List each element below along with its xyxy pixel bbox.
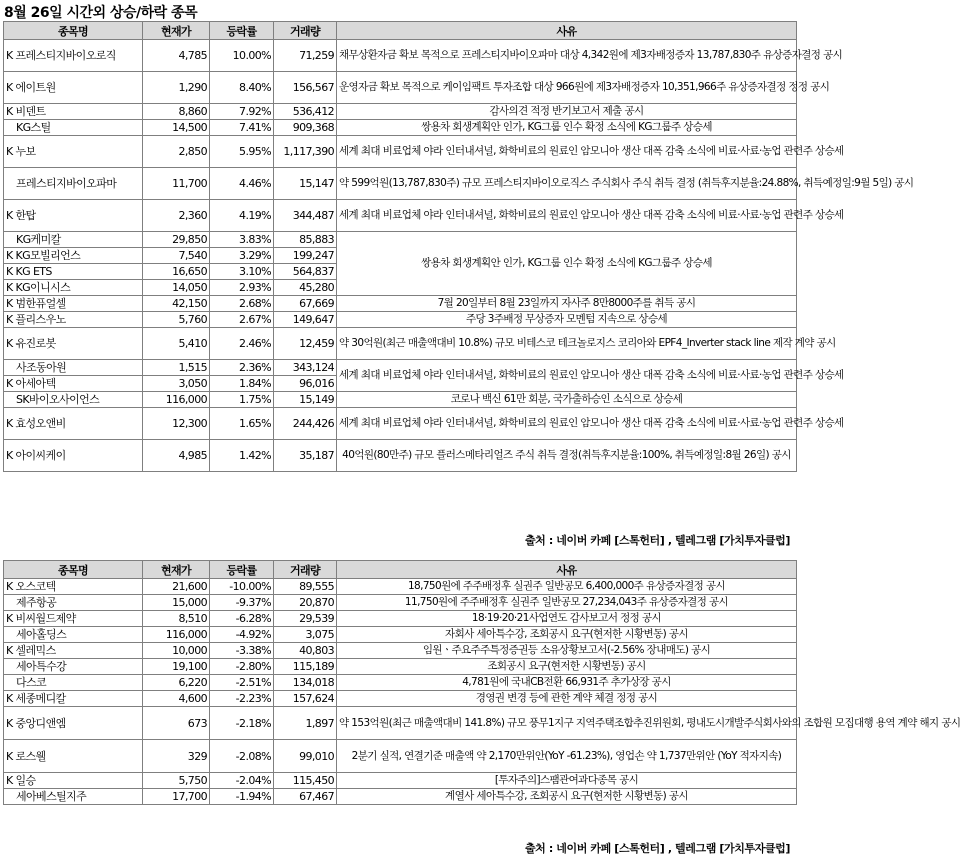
table-row: [4, 691, 797, 707]
price-cell: 4,785: [143, 40, 210, 72]
price-cell: 11,700: [143, 168, 210, 200]
stock-name-cell: 세아베스틸지주: [4, 789, 143, 805]
stock-name-cell: K 비씨월드제약: [4, 611, 143, 627]
table-row: [4, 168, 797, 200]
rate-cell: 2.46%: [210, 328, 274, 360]
reason-cell: 세계 최대 비료업체 야라 인터내셔널, 화학비료의 원료인 암모니아 생산 대폭 감축 소식에 비료·사료·농업 관련주 상승세: [337, 136, 797, 168]
reason-cell: 자회사 세아특수강, 조회공시 요구(현저한 시황변동) 공시: [337, 627, 797, 643]
reason-cell: 세계 최대 비료업체 야라 인터내셔널, 화학비료의 원료인 암모니아 생산 대폭 감축 소식에 비료·사료·농업 관련주 상승세: [337, 408, 797, 440]
volume-cell: 115,189: [274, 659, 337, 675]
volume-cell: 99,010: [274, 740, 337, 773]
table-row: [4, 408, 797, 440]
rate-cell: 8.40%: [210, 72, 274, 104]
table-row: [4, 328, 797, 360]
rate-cell: 7.92%: [210, 104, 274, 120]
price-cell: 6,220: [143, 675, 210, 691]
rate-cell: -6.28%: [210, 611, 274, 627]
volume-cell: 67,669: [274, 296, 337, 312]
table-row: [4, 643, 797, 659]
price-cell: 3,050: [143, 376, 210, 392]
losers-table: [3, 560, 960, 805]
volume-cell: 40,803: [274, 643, 337, 659]
table-row: [4, 611, 797, 627]
page-title: 8월 26일 시간외 상승/하락 종목: [4, 5, 198, 21]
table-row: [4, 789, 797, 805]
volume-cell: 343,124: [274, 360, 337, 376]
stock-name-cell: K 비덴트: [4, 104, 143, 120]
stock-name-cell: K 효성오앤비: [4, 408, 143, 440]
rate-cell: 1.65%: [210, 408, 274, 440]
col-header-price: 현재가: [143, 561, 210, 579]
reason-cell: 약 153억원(최근 매출액대비 141.8%) 규모 풍무1지구 지역주택조합추진위원회, 평내도시개발주식회사와의 조합원 모집대행 용역 계약 해지 공시: [337, 707, 797, 740]
price-cell: 10,000: [143, 643, 210, 659]
stock-name-cell: K 아이씨케이: [4, 440, 143, 472]
reason-cell: 쌍용차 회생계획안 인가, KG그룹 인수 확정 소식에 KG그룹주 상승세: [337, 232, 797, 296]
stock-name-cell: K 범한퓨얼셀: [4, 296, 143, 312]
reason-cell: 세계 최대 비료업체 야라 인터내셔널, 화학비료의 원료인 암모니아 생산 대폭 감축 소식에 비료·사료·농업 관련주 상승세: [337, 360, 797, 392]
volume-cell: 909,368: [274, 120, 337, 136]
reason-cell: 코로나 백신 61만 회분, 국가출하승인 소식으로 상승세: [337, 392, 797, 408]
stock-name-cell: 다스코: [4, 675, 143, 691]
reason-cell: 18·19·20·21사업연도 감사보고서 정정 공시: [337, 611, 797, 627]
stock-name-cell: K 누보: [4, 136, 143, 168]
reason-cell: 4,781원에 국내CB전환 66,931주 추가상장 공시: [337, 675, 797, 691]
gainers-table: [3, 21, 914, 472]
table-row: [4, 392, 797, 408]
price-cell: 673: [143, 707, 210, 740]
price-cell: 19,100: [143, 659, 210, 675]
rate-cell: -2.51%: [210, 675, 274, 691]
table-row: [4, 136, 797, 168]
rate-cell: -1.94%: [210, 789, 274, 805]
volume-cell: 536,412: [274, 104, 337, 120]
rate-cell: 10.00%: [210, 40, 274, 72]
price-cell: 1,515: [143, 360, 210, 376]
volume-cell: 67,467: [274, 789, 337, 805]
volume-cell: 45,280: [274, 280, 337, 296]
volume-cell: 3,075: [274, 627, 337, 643]
rate-cell: 2.36%: [210, 360, 274, 376]
reason-cell: [투자주의]스팸관여과다종목 공시: [337, 773, 797, 789]
volume-cell: 199,247: [274, 248, 337, 264]
reason-cell: 임원ㆍ주요주주특정증권등 소유상황보고서(-2.56% 장내매도) 공시: [337, 643, 797, 659]
reason-cell: 감사의견 적정 반기보고서 제출 공시: [337, 104, 797, 120]
volume-cell: 96,016: [274, 376, 337, 392]
price-cell: 116,000: [143, 392, 210, 408]
rate-cell: 4.19%: [210, 200, 274, 232]
volume-cell: 15,147: [274, 168, 337, 200]
volume-cell: 244,426: [274, 408, 337, 440]
price-cell: 4,600: [143, 691, 210, 707]
volume-cell: 156,567: [274, 72, 337, 104]
table-row: [4, 627, 797, 643]
volume-cell: 35,187: [274, 440, 337, 472]
stock-name-cell: 제주항공: [4, 595, 143, 611]
volume-cell: 20,870: [274, 595, 337, 611]
stock-name-cell: K 오스코텍: [4, 579, 143, 595]
table-row: [4, 579, 797, 595]
volume-cell: 157,624: [274, 691, 337, 707]
rate-cell: -2.08%: [210, 740, 274, 773]
stock-name-cell: K 로스웰: [4, 740, 143, 773]
stock-name-cell: K 세종메디칼: [4, 691, 143, 707]
rate-cell: 1.75%: [210, 392, 274, 408]
rate-cell: -2.23%: [210, 691, 274, 707]
rate-cell: 3.10%: [210, 264, 274, 280]
reason-cell: 세계 최대 비료업체 야라 인터내셔널, 화학비료의 원료인 암모니아 생산 대폭 감축 소식에 비료·사료·농업 관련주 상승세: [337, 200, 797, 232]
stock-name-cell: K 프레스티지바이오로직: [4, 40, 143, 72]
table-row: [4, 360, 797, 376]
rate-cell: 1.42%: [210, 440, 274, 472]
price-cell: 5,750: [143, 773, 210, 789]
table-row: [4, 200, 797, 232]
table-row: [4, 740, 797, 773]
price-cell: 4,985: [143, 440, 210, 472]
table-row: [4, 232, 797, 248]
table-row: [4, 104, 797, 120]
table-row: [4, 72, 797, 104]
price-cell: 21,600: [143, 579, 210, 595]
stock-name-cell: K 셀레믹스: [4, 643, 143, 659]
stock-name-cell: K 플리스우노: [4, 312, 143, 328]
price-cell: 42,150: [143, 296, 210, 312]
reason-cell: 7월 20일부터 8월 23일까지 자사주 8만8000주를 취득 공시: [337, 296, 797, 312]
price-cell: 16,650: [143, 264, 210, 280]
volume-cell: 89,555: [274, 579, 337, 595]
col-header-rate: 등락률: [210, 22, 274, 40]
table-row: [4, 120, 797, 136]
rate-cell: 3.29%: [210, 248, 274, 264]
reason-cell: 주당 3주배정 무상증자 모멘텀 지속으로 상승세: [337, 312, 797, 328]
rate-cell: 7.41%: [210, 120, 274, 136]
volume-cell: 344,487: [274, 200, 337, 232]
stock-name-cell: KG스틸: [4, 120, 143, 136]
table-row: [4, 659, 797, 675]
stock-name-cell: K 유진로봇: [4, 328, 143, 360]
rate-cell: -10.00%: [210, 579, 274, 595]
volume-cell: 564,837: [274, 264, 337, 280]
volume-cell: 149,647: [274, 312, 337, 328]
volume-cell: 12,459: [274, 328, 337, 360]
rate-cell: 3.83%: [210, 232, 274, 248]
rate-cell: 4.46%: [210, 168, 274, 200]
price-cell: 8,860: [143, 104, 210, 120]
rate-cell: -9.37%: [210, 595, 274, 611]
stock-name-cell: KG케미칼: [4, 232, 143, 248]
volume-cell: 85,883: [274, 232, 337, 248]
source-note: 출처 : 네이버 카페 [스톡헌터] , 텔레그램 [가치투자클럽]: [524, 842, 790, 855]
table-row: [4, 296, 797, 312]
stock-name-cell: 세아홀딩스: [4, 627, 143, 643]
reason-cell: 2분기 실적, 연결기준 매출액 약 2,170만위안(YoY -61.23%), 영업손 약 1,737만위안 (YoY 적자지속): [337, 740, 797, 773]
stock-name-cell: K 아세아텍: [4, 376, 143, 392]
col-header-price: 현재가: [143, 22, 210, 40]
table-row: [4, 675, 797, 691]
price-cell: 2,850: [143, 136, 210, 168]
reason-cell: 조회공시 요구(현저한 시황변동) 공시: [337, 659, 797, 675]
reason-cell: 운영자금 확보 목적으로 케이임팩트 투자조합 대상 966원에 제3자배정증자 10,351,966주 유상증자결정 정정 공시: [337, 72, 797, 104]
table-row: [4, 40, 797, 72]
table-row: [4, 595, 797, 611]
stock-name-cell: K KG이니시스: [4, 280, 143, 296]
rate-cell: -2.80%: [210, 659, 274, 675]
col-header-rate: 등락률: [210, 561, 274, 579]
stock-name-cell: K 에이트원: [4, 72, 143, 104]
price-cell: 29,850: [143, 232, 210, 248]
price-cell: 7,540: [143, 248, 210, 264]
volume-cell: 134,018: [274, 675, 337, 691]
volume-cell: 1,897: [274, 707, 337, 740]
reason-cell: 경영권 변경 등에 관한 계약 체결 정정 공시: [337, 691, 797, 707]
volume-cell: 115,450: [274, 773, 337, 789]
table-row: [4, 707, 797, 740]
losers-header-row: [4, 561, 797, 579]
reason-cell: 약 599억원(13,787,830주) 규모 프레스티지바이오로직스 주식회사 주식 취득 결정 (취득후지분율:24.88%, 취득예정일:9월 5일) 공시: [337, 168, 797, 200]
rate-cell: 1.84%: [210, 376, 274, 392]
price-cell: 14,050: [143, 280, 210, 296]
volume-cell: 29,539: [274, 611, 337, 627]
col-header-name: 종목명: [4, 561, 143, 579]
stock-name-cell: K KG모빌리언스: [4, 248, 143, 264]
reason-cell: 40억원(80만주) 규모 플러스메타리얼즈 주식 취득 결정(취득후지분율:100%, 취득예정일:8월 26일) 공시: [337, 440, 797, 472]
stock-name-cell: K KG ETS: [4, 264, 143, 280]
col-header-name: 종목명: [4, 22, 143, 40]
col-header-reason: 사유: [337, 22, 797, 40]
price-cell: 2,360: [143, 200, 210, 232]
stock-name-cell: K 일승: [4, 773, 143, 789]
price-cell: 15,000: [143, 595, 210, 611]
volume-cell: 1,117,390: [274, 136, 337, 168]
volume-cell: 71,259: [274, 40, 337, 72]
reason-cell: 약 30억원(최근 매출액대비 10.8%) 규모 비테스코 테크놀로지스 코리아와 EPF4_Inverter stack line 제작 계약 공시: [337, 328, 797, 360]
reason-cell: 계열사 세아특수강, 조회공시 요구(현저한 시황변동) 공시: [337, 789, 797, 805]
rate-cell: 2.93%: [210, 280, 274, 296]
gainers-header-row: [4, 22, 797, 40]
rate-cell: -4.92%: [210, 627, 274, 643]
stock-name-cell: K 중앙디앤엠: [4, 707, 143, 740]
col-header-volume: 거래량: [274, 561, 337, 579]
table-row: [4, 440, 797, 472]
table-row: [4, 773, 797, 789]
rate-cell: 2.67%: [210, 312, 274, 328]
stock-name-cell: 세아특수강: [4, 659, 143, 675]
stock-name-cell: SK바이오사이언스: [4, 392, 143, 408]
price-cell: 5,760: [143, 312, 210, 328]
price-cell: 12,300: [143, 408, 210, 440]
price-cell: 116,000: [143, 627, 210, 643]
price-cell: 17,700: [143, 789, 210, 805]
price-cell: 14,500: [143, 120, 210, 136]
stock-name-cell: K 한탑: [4, 200, 143, 232]
reason-cell: 쌍용차 회생계획안 인가, KG그룹 인수 확정 소식에 KG그룹주 상승세: [337, 120, 797, 136]
col-header-reason: 사유: [337, 561, 797, 579]
rate-cell: 2.68%: [210, 296, 274, 312]
reason-cell: 11,750원에 주주배정후 실권주 일반공모 27,234,043주 유상증자결정 공시: [337, 595, 797, 611]
col-header-volume: 거래량: [274, 22, 337, 40]
rate-cell: 5.95%: [210, 136, 274, 168]
rate-cell: -2.04%: [210, 773, 274, 789]
reason-cell: 채무상환자금 확보 목적으로 프레스티지바이오파마 대상 4,342원에 제3자배정증자 13,787,830주 유상증자결정 공시: [337, 40, 797, 72]
stock-name-cell: 프레스티지바이오파마: [4, 168, 143, 200]
reason-cell: 18,750원에 주주배정후 실권주 일반공모 6,400,000주 유상증자결정 공시: [337, 579, 797, 595]
source-note: 출처 : 네이버 카페 [스톡헌터] , 텔레그램 [가치투자클럽]: [524, 534, 790, 547]
price-cell: 8,510: [143, 611, 210, 627]
price-cell: 5,410: [143, 328, 210, 360]
price-cell: 329: [143, 740, 210, 773]
volume-cell: 15,149: [274, 392, 337, 408]
rate-cell: -3.38%: [210, 643, 274, 659]
price-cell: 1,290: [143, 72, 210, 104]
stock-name-cell: 사조동아원: [4, 360, 143, 376]
rate-cell: -2.18%: [210, 707, 274, 740]
table-row: [4, 312, 797, 328]
